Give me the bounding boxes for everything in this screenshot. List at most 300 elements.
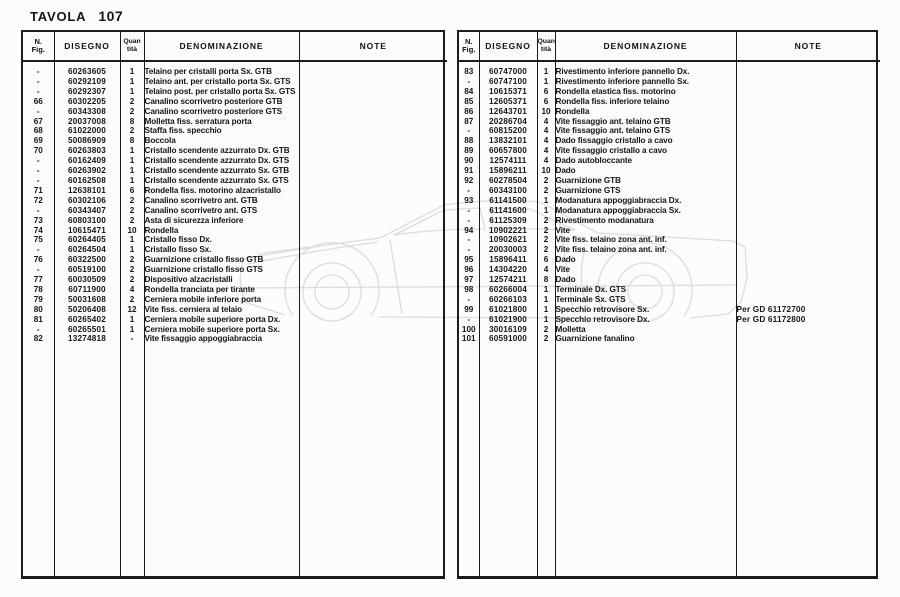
qty-header-line1: Quan — [123, 38, 141, 46]
cell-note — [299, 275, 447, 285]
cell-empty — [537, 344, 555, 576]
cell-qty: 2 — [537, 226, 555, 236]
cell-dis: 61141600 — [479, 206, 537, 216]
table-row — [459, 61, 880, 77]
cell-fig: - — [36, 106, 40, 116]
cell-den: Dado — [555, 255, 736, 265]
cell-note — [299, 255, 447, 265]
cell-dis: 60265501 — [54, 325, 120, 335]
cell-fig: - — [467, 185, 471, 195]
cell-fig: 101 — [461, 334, 476, 344]
cell-empty — [23, 344, 54, 576]
cell-fig: - — [36, 76, 40, 86]
cell-dis: 60264504 — [54, 245, 120, 255]
cell-note — [299, 196, 447, 206]
cell-dis: 60302106 — [54, 196, 120, 206]
cell-empty — [459, 344, 479, 576]
cell-qty: 1 — [120, 245, 144, 255]
cell-note — [736, 186, 880, 196]
cell-qty: 1 — [120, 176, 144, 186]
cell-den: Vite fissaggio ant. telaino GTB — [555, 117, 736, 127]
cell-qty: 2 — [120, 97, 144, 107]
cell-note — [299, 226, 447, 236]
cell-dis: 60657800 — [479, 146, 537, 156]
cell-qty: 1 — [537, 315, 555, 325]
cell-den: Molletta — [555, 325, 736, 335]
cell-den: Telaino post. per cristallo porta Sx. GTS — [144, 87, 299, 97]
cell-fig: 80 — [33, 304, 43, 314]
cell-den: Vite fissaggio cristallo a cavo — [555, 146, 736, 156]
cell-dis: 60264405 — [54, 235, 120, 245]
cell-qty: 8 — [537, 275, 555, 285]
cell-dis: 60322500 — [54, 255, 120, 265]
cell-note — [299, 107, 447, 117]
cell-fig: - — [467, 126, 471, 136]
parts-table-left-body — [23, 61, 447, 576]
table-row — [23, 136, 447, 146]
cell-den: Canalino scorrivetro ant. GTB — [144, 196, 299, 206]
cell-qty: 4 — [537, 126, 555, 136]
cell-note — [736, 206, 880, 216]
table-row — [23, 126, 447, 136]
cell-note — [299, 117, 447, 127]
cell-dis: 20030003 — [479, 245, 537, 255]
cell-qty: 4 — [537, 117, 555, 127]
table-row — [459, 97, 880, 107]
table-row — [459, 117, 880, 127]
table-row — [459, 325, 880, 335]
cell-dis: 60265402 — [54, 315, 120, 325]
cell-den: Specchio retrovisore Sx. — [555, 305, 736, 315]
table-row — [23, 107, 447, 117]
cell-qty: 6 — [537, 87, 555, 97]
cell-qty: 1 — [120, 156, 144, 166]
cell-fig: 71 — [33, 185, 43, 195]
cell-den: Canalino scorrivetro ant. GTS — [144, 206, 299, 216]
table-row — [23, 61, 447, 77]
cell-fig: - — [467, 215, 471, 225]
cell-fig: - — [36, 324, 40, 334]
cell-note — [736, 235, 880, 245]
cell-note — [736, 77, 880, 87]
cell-qty: 10 — [120, 226, 144, 236]
cell-qty: 2 — [537, 176, 555, 186]
cell-qty: 2 — [537, 216, 555, 226]
cell-note — [299, 265, 447, 275]
cell-qty: 4 — [537, 146, 555, 156]
cell-fig: - — [36, 175, 40, 185]
cell-fig: 78 — [33, 284, 43, 294]
table-row — [23, 97, 447, 107]
cell-den: Rondella fiss. inferiore telaino — [555, 97, 736, 107]
cell-den: Canalino scorrivetro posteriore GTS — [144, 107, 299, 117]
table-row — [459, 166, 880, 176]
cell-note — [299, 156, 447, 166]
col-header-quantita — [120, 32, 144, 61]
cell-note — [299, 285, 447, 295]
table-row — [23, 265, 447, 275]
cell-dis: 60263902 — [54, 166, 120, 176]
cell-fig: 67 — [33, 116, 43, 126]
cell-den: Vite fiss. telaino zona ant. inf. — [555, 245, 736, 255]
table-row — [459, 275, 880, 285]
cell-note: Per GD 61172700 — [736, 305, 880, 315]
cell-note — [736, 117, 880, 127]
cell-qty: 2 — [120, 216, 144, 226]
cell-den: Rivestimento modanatura — [555, 216, 736, 226]
cell-empty — [555, 344, 736, 576]
cell-den: Cerniera mobile superiore porta Dx. — [144, 315, 299, 325]
cell-qty: 4 — [537, 156, 555, 166]
cell-fig: 81 — [33, 314, 43, 324]
cell-qty: 1 — [537, 61, 555, 77]
cell-dis: 60815200 — [479, 126, 537, 136]
cell-dis: 60263803 — [54, 146, 120, 156]
cell-fig: 86 — [464, 106, 474, 116]
tavola-label: TAVOLA — [30, 9, 87, 24]
cell-note — [736, 87, 880, 97]
cell-dis: 60803100 — [54, 216, 120, 226]
cell-dis: 60162508 — [54, 176, 120, 186]
cell-qty: 8 — [120, 117, 144, 127]
cell-fig: - — [36, 67, 40, 76]
cell-qty: 2 — [120, 126, 144, 136]
col-header-denominazione: DENOMINAZIONE — [555, 32, 736, 61]
cell-fig: 73 — [33, 215, 43, 225]
table-row — [459, 136, 880, 146]
cell-qty: 2 — [120, 295, 144, 305]
table-row — [459, 186, 880, 196]
cell-den: Rivestimento inferiore pannello Dx. — [555, 61, 736, 77]
table-row — [23, 186, 447, 196]
cell-fig: 82 — [33, 334, 43, 344]
cell-dis: 30016109 — [479, 325, 537, 335]
qty-header-line2: tità — [126, 46, 138, 53]
cell-note — [299, 235, 447, 245]
cell-note — [736, 176, 880, 186]
col-header-denominazione: DENOMINAZIONE — [144, 32, 299, 61]
cell-den: Vite fiss. cerniera al telaio — [144, 305, 299, 315]
cell-fig: 100 — [461, 324, 476, 334]
table-row — [459, 255, 880, 265]
cell-note — [736, 97, 880, 107]
cell-fig: 70 — [33, 146, 43, 156]
col-header-quantita — [537, 32, 555, 61]
cell-qty: 1 — [537, 77, 555, 87]
cell-note — [299, 315, 447, 325]
table-row — [459, 146, 880, 156]
cell-den: Dado — [555, 275, 736, 285]
cell-note — [299, 77, 447, 87]
table-row — [23, 226, 447, 236]
cell-den: Modanatura appoggiabraccia Sx. — [555, 206, 736, 216]
cell-note — [299, 87, 447, 97]
cell-dis: 15896411 — [479, 255, 537, 265]
cell-dis: 60519100 — [54, 265, 120, 275]
cell-fig: 77 — [33, 275, 43, 285]
cell-den: Cristallo scendente azzurrato Sx. GTS — [144, 176, 299, 186]
cell-note — [736, 255, 880, 265]
cell-den: Vite fiss. telaino zona ant. inf. — [555, 235, 736, 245]
cell-empty — [479, 344, 537, 576]
cell-dis: 60162409 — [54, 156, 120, 166]
cell-empty — [736, 344, 880, 576]
table-row — [23, 245, 447, 255]
cell-dis: 12574211 — [479, 275, 537, 285]
table-row — [23, 156, 447, 166]
cell-dis: 12605371 — [479, 97, 537, 107]
table-row — [459, 126, 880, 136]
cell-qty: 6 — [537, 97, 555, 107]
cell-qty: 8 — [120, 136, 144, 146]
col-header-disegno: DISEGNO — [54, 32, 120, 61]
cell-empty — [144, 344, 299, 576]
table-row — [459, 87, 880, 97]
parts-table-left — [21, 30, 445, 579]
cell-fig: 74 — [33, 225, 43, 235]
cell-dis: 60266004 — [479, 285, 537, 295]
cell-den: Cristallo scendente azzurrato Sx. GTB — [144, 166, 299, 176]
cell-empty — [54, 344, 120, 576]
cell-qty: 2 — [537, 186, 555, 196]
cell-fig: - — [467, 76, 471, 86]
cell-den: Guarnizione cristallo fisso GTB — [144, 255, 299, 265]
cell-dis: 12643701 — [479, 107, 537, 117]
cell-qty: 2 — [537, 334, 555, 344]
cell-dis: 10615471 — [54, 226, 120, 236]
cell-note — [736, 126, 880, 136]
qty-header-line1: Quan — [537, 38, 555, 46]
cell-qty: 6 — [120, 186, 144, 196]
cell-qty: 1 — [120, 61, 144, 77]
table-row — [23, 334, 447, 344]
cell-fig: - — [467, 294, 471, 304]
cell-den: Rondella — [144, 226, 299, 236]
cell-dis: 60343308 — [54, 107, 120, 117]
table-row — [459, 176, 880, 186]
cell-dis: 10615371 — [479, 87, 537, 97]
cell-den: Guarnizione GTS — [555, 186, 736, 196]
table-row — [459, 216, 880, 226]
cell-qty: 2 — [120, 206, 144, 216]
page-title — [30, 8, 123, 24]
cell-fig: 87 — [464, 116, 474, 126]
cell-den: Cristallo scendente azzurrato Dx. GTB — [144, 146, 299, 156]
table-row — [23, 315, 447, 325]
fig-header-line2: Fig. — [31, 45, 45, 54]
table-row — [23, 325, 447, 335]
cell-note — [736, 196, 880, 206]
cell-den: Cristallo fisso Dx. — [144, 235, 299, 245]
cell-dis: 60266103 — [479, 295, 537, 305]
cell-fig: 91 — [464, 166, 474, 176]
cell-note — [299, 176, 447, 186]
cell-fig: 95 — [464, 255, 474, 265]
table-row — [459, 107, 880, 117]
cell-fig: 97 — [464, 275, 474, 285]
cell-dis: 10902221 — [479, 226, 537, 236]
fig-header-line2: Fig. — [462, 45, 476, 54]
qty-header-line2: tità — [540, 46, 552, 53]
cell-dis: 60711900 — [54, 285, 120, 295]
cell-note — [299, 305, 447, 315]
cell-dis: 61141500 — [479, 196, 537, 206]
col-header-fig — [459, 32, 479, 61]
col-header-fig — [23, 32, 54, 61]
cell-dis: 60030509 — [54, 275, 120, 285]
cell-qty: 2 — [120, 275, 144, 285]
cell-empty — [120, 344, 144, 576]
fig-header-line1: N. — [34, 36, 42, 46]
cell-note — [299, 245, 447, 255]
table-row — [459, 77, 880, 87]
cell-note — [299, 126, 447, 136]
table-row — [459, 156, 880, 166]
table-row — [23, 146, 447, 156]
table-row — [459, 285, 880, 295]
cell-dis: 60591000 — [479, 334, 537, 344]
cell-fig: 88 — [464, 136, 474, 146]
cell-den: Cristallo fisso Sx. — [144, 245, 299, 255]
cell-dis: 60292307 — [54, 87, 120, 97]
cell-den: Vite fissaggio appoggiabraccia — [144, 334, 299, 344]
cell-fig: 98 — [464, 284, 474, 294]
cell-note — [736, 107, 880, 117]
cell-qty: 12 — [120, 305, 144, 315]
cell-qty: 2 — [537, 325, 555, 335]
cell-note — [736, 226, 880, 236]
cell-note — [299, 295, 447, 305]
cell-fig: 79 — [33, 294, 43, 304]
cell-fig: 75 — [33, 235, 43, 245]
cell-note — [736, 295, 880, 305]
cell-den: Vite — [555, 226, 736, 236]
cell-note — [736, 325, 880, 335]
table-filler-row — [23, 344, 447, 576]
cell-qty: 10 — [537, 107, 555, 117]
col-header-note: NOTE — [736, 32, 880, 61]
cell-qty: 2 — [537, 235, 555, 245]
col-header-disegno: DISEGNO — [479, 32, 537, 61]
cell-note — [299, 136, 447, 146]
cell-fig: 84 — [464, 86, 474, 96]
table-row — [459, 196, 880, 206]
cell-den: Molletta fiss. serratura porta — [144, 117, 299, 127]
cell-dis: 50031608 — [54, 295, 120, 305]
cell-note — [736, 245, 880, 255]
cell-den: Terminale Sx. GTS — [555, 295, 736, 305]
cell-dis: 61125309 — [479, 216, 537, 226]
cell-qty: 4 — [537, 265, 555, 275]
cell-fig: 96 — [464, 265, 474, 275]
cell-note — [299, 206, 447, 216]
cell-qty: 4 — [120, 285, 144, 295]
table-row — [23, 255, 447, 265]
parts-table-right-body — [459, 61, 880, 576]
cell-note — [736, 285, 880, 295]
table-row — [459, 206, 880, 216]
fig-header-line1: N. — [465, 36, 473, 46]
cell-fig: 76 — [33, 255, 43, 265]
cell-qty: - — [120, 334, 144, 344]
cell-fig: - — [36, 156, 40, 166]
cell-fig: 83 — [464, 67, 474, 76]
cell-dis: 12638101 — [54, 186, 120, 196]
cell-qty: 6 — [537, 255, 555, 265]
cell-den: Boccola — [144, 136, 299, 146]
cell-note — [736, 136, 880, 146]
table-row — [23, 77, 447, 87]
cell-qty: 2 — [120, 107, 144, 117]
cell-qty: 1 — [537, 295, 555, 305]
cell-den: Rondella tranciata per tirante — [144, 285, 299, 295]
cell-dis: 60747100 — [479, 77, 537, 87]
cell-dis: 20037008 — [54, 117, 120, 127]
col-header-note: NOTE — [299, 32, 447, 61]
cell-den: Modanatura appoggiabraccia Dx. — [555, 196, 736, 206]
cell-den: Rondella fiss. motorino alzacristallo — [144, 186, 299, 196]
cell-dis: 60747000 — [479, 61, 537, 77]
cell-fig: - — [36, 86, 40, 96]
cell-fig: 94 — [464, 225, 474, 235]
table-row — [23, 176, 447, 186]
cell-empty — [299, 344, 447, 576]
cell-dis: 10902621 — [479, 235, 537, 245]
cell-dis: 61021900 — [479, 315, 537, 325]
cell-fig: - — [467, 205, 471, 215]
cell-qty: 1 — [120, 87, 144, 97]
cell-dis: 13832101 — [479, 136, 537, 146]
parts-table-right — [457, 30, 878, 579]
table-row — [459, 334, 880, 344]
table-header-row — [23, 32, 447, 61]
cell-dis: 13274818 — [54, 334, 120, 344]
cell-dis: 61021800 — [479, 305, 537, 315]
cell-qty: 1 — [120, 325, 144, 335]
table-row — [23, 295, 447, 305]
table-row — [459, 295, 880, 305]
cell-note — [299, 186, 447, 196]
cell-qty: 1 — [120, 166, 144, 176]
table-row — [23, 235, 447, 245]
cell-fig: - — [36, 265, 40, 275]
cell-den: Rivestimento inferiore pannello Sx. — [555, 77, 736, 87]
cell-note — [299, 146, 447, 156]
cell-den: Specchio retrovisore Dx. — [555, 315, 736, 325]
cell-fig: 99 — [464, 304, 474, 314]
cell-fig: - — [467, 314, 471, 324]
table-filler-row — [459, 344, 880, 576]
cell-note — [736, 156, 880, 166]
cell-dis: 50206408 — [54, 305, 120, 315]
cell-dis: 14304220 — [479, 265, 537, 275]
cell-qty: 10 — [537, 166, 555, 176]
table-row — [23, 206, 447, 216]
tavola-number: 107 — [98, 8, 124, 24]
cell-note — [736, 265, 880, 275]
cell-den: Vite fissaggio ant. telaino GTS — [555, 126, 736, 136]
table-row — [459, 265, 880, 275]
cell-qty: 1 — [537, 206, 555, 216]
cell-note — [299, 61, 447, 77]
cell-den: Dado fissaggio cristallo a cavo — [555, 136, 736, 146]
cell-den: Dispositivo alzacristalli — [144, 275, 299, 285]
cell-fig: 93 — [464, 195, 474, 205]
cell-qty: 1 — [120, 315, 144, 325]
cell-note — [736, 166, 880, 176]
cell-fig: 72 — [33, 195, 43, 205]
cell-note — [736, 216, 880, 226]
